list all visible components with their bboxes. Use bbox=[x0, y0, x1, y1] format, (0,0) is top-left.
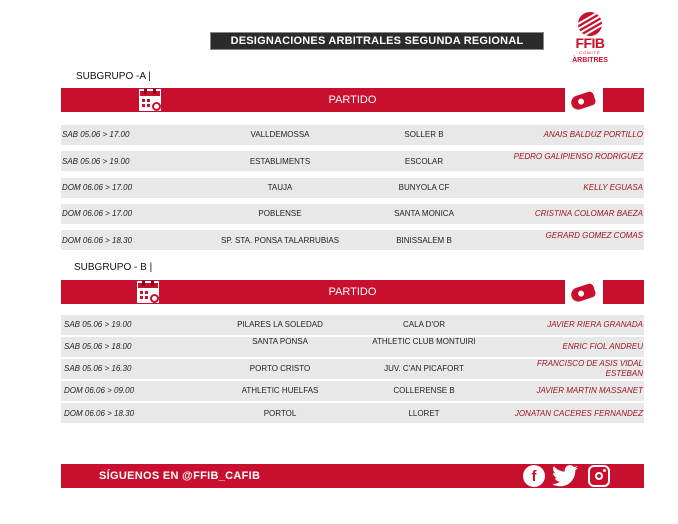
referee-name: GERARD GOMEZ COMAS bbox=[545, 231, 643, 240]
away-team: JUV. C'AN PICAFORT bbox=[384, 364, 464, 373]
away-team: BINISSALEM B bbox=[396, 236, 452, 245]
logo-subtitle: COMITÈ bbox=[579, 50, 601, 55]
match-date: SAB 05.06 > 19.00 bbox=[64, 320, 132, 329]
subgroup-b-label: SUBGRUPO - B | bbox=[74, 262, 153, 273]
away-team: ESCOLAR bbox=[404, 157, 444, 166]
match-header-label: PARTIDO bbox=[328, 286, 377, 298]
logo-subtitle-2: ÀRBITRES bbox=[572, 57, 608, 64]
page-title: DESIGNACIONES ARBITRALES SEGUNDA REGIONAL bbox=[210, 32, 544, 50]
table-row bbox=[61, 151, 644, 171]
match-date: DOM 06.06 > 17.00 bbox=[62, 209, 133, 218]
away-team: ATHLETIC CLUB MONTUIRI bbox=[372, 337, 476, 346]
match-date: DOM 06.06 > 09.00 bbox=[64, 386, 135, 395]
whistle-icon bbox=[565, 88, 603, 112]
match-header-label: PARTIDO bbox=[328, 94, 377, 106]
table-row bbox=[61, 403, 644, 423]
table-row bbox=[61, 125, 644, 145]
home-team: ESTABLIMENTS bbox=[249, 157, 311, 166]
subgroup-a-label: SUBGRUPO -A | bbox=[76, 71, 151, 82]
table-row bbox=[61, 359, 644, 379]
footer-text: SÍGUENOS EN @FFIB_CAFIB bbox=[99, 470, 261, 482]
referee-name: ANAIS BALDUZ PORTILLO bbox=[543, 130, 643, 139]
match-date: SAB 05.06 > 17.00 bbox=[62, 130, 130, 139]
match-date: DOM 06.06 > 18.30 bbox=[64, 409, 135, 418]
referee-name: PEDRO GALIPIENSO RODRIGUEZ bbox=[513, 152, 643, 161]
match-date: SAB 05.06 > 19.00 bbox=[62, 157, 130, 166]
referee-name: ENRIC FIOL ANDREU bbox=[562, 342, 643, 351]
social-footer bbox=[61, 464, 644, 488]
home-team: ATHLETIC HUELFAS bbox=[241, 386, 319, 395]
match-date: SAB 05.06 > 18.00 bbox=[64, 342, 132, 351]
whistle-icon bbox=[565, 280, 603, 304]
group-a-header bbox=[61, 88, 644, 112]
referee-name: CRISTINA COLOMAR BAEZA bbox=[534, 209, 643, 218]
facebook-icon[interactable]: f bbox=[523, 465, 545, 487]
match-date: SAB 05.06 > 16.30 bbox=[64, 364, 132, 373]
group-b-header bbox=[61, 280, 644, 304]
ball-icon bbox=[578, 12, 602, 36]
home-team: TAUJA bbox=[267, 183, 293, 192]
table-row bbox=[61, 178, 644, 198]
away-team: SANTA MONICA bbox=[394, 209, 454, 218]
away-team: CALA D'OR bbox=[403, 320, 445, 329]
home-team: SP. STA. PONSA TALARRUBIAS bbox=[220, 236, 340, 245]
match-date: DOM 06.06 > 17.00 bbox=[62, 183, 133, 192]
table-row bbox=[61, 381, 644, 401]
instagram-icon[interactable] bbox=[588, 465, 610, 487]
away-team: COLLERENSE B bbox=[393, 386, 455, 395]
referee-name: JAVIER MARTIN MASSANET bbox=[536, 386, 643, 395]
referee-name: JAVIER RIERA GRANADA bbox=[547, 320, 643, 329]
home-team: PORTOL bbox=[263, 409, 297, 418]
referee-name: KELLY EGUASA bbox=[583, 183, 643, 192]
table-row bbox=[61, 230, 644, 250]
home-team: POBLENSE bbox=[258, 209, 302, 218]
home-team: SANTA PONSA bbox=[252, 337, 308, 346]
twitter-icon[interactable] bbox=[552, 465, 574, 487]
table-row bbox=[61, 337, 644, 357]
referee-name: JONATAN CACERES FERNANDEZ bbox=[514, 409, 643, 418]
away-team: LLORET bbox=[408, 409, 440, 418]
ffib-logo bbox=[568, 12, 612, 66]
home-team: PILARES LA SOLEDAD bbox=[237, 320, 323, 329]
match-date: DOM 06.06 > 18.30 bbox=[62, 236, 133, 245]
referee-name: FRANCISCO DE ASIS VIDAL ESTEBAN bbox=[537, 359, 643, 378]
logo-text: FFIB bbox=[575, 35, 605, 51]
away-team: BUNYOLA CF bbox=[398, 183, 450, 192]
home-team: VALLDEMOSSA bbox=[250, 130, 310, 139]
table-row bbox=[61, 315, 644, 335]
away-team: SOLLER B bbox=[404, 130, 444, 139]
home-team: PORTO CRISTO bbox=[249, 364, 311, 373]
table-row bbox=[61, 204, 644, 224]
